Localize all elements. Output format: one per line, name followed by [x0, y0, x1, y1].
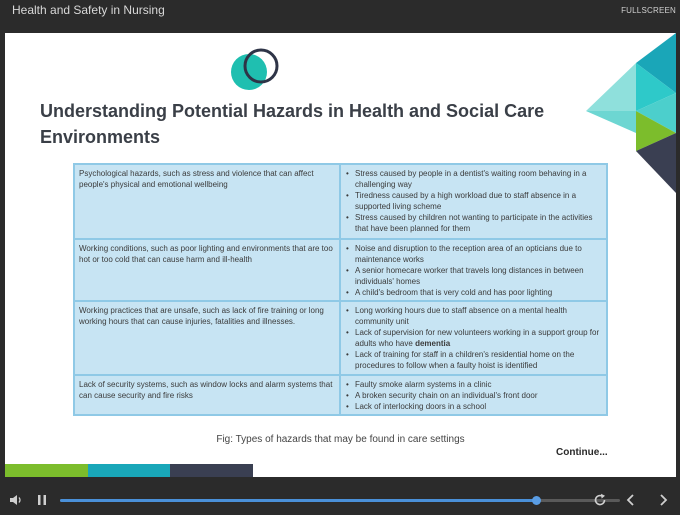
list-item: • Tiredness caused by a high workload due to staff absence in a supported living scheme [345, 190, 602, 212]
list-item: • Stress caused by people in a dentist's waiting room behaving in a challenging way [345, 168, 602, 190]
progress-handle[interactable] [532, 496, 541, 505]
list-item: • Noise and disruption to the reception area of an opticians due to maintenance works [345, 243, 602, 265]
figure-caption: Fig: Types of hazards that may be found in care settings [216, 434, 465, 445]
hazard-cause: Working practices that are unsafe, such as lack of fire training or long working hours that can cause injuries, fatalities and illnesses. [74, 301, 340, 375]
top-bar [0, 0, 680, 26]
list-item: • Long working hours due to staff absence on a mental health community unit [345, 305, 602, 327]
player-controls [0, 485, 680, 515]
pause-icon[interactable] [34, 492, 50, 508]
hazard-cause: Working conditions, such as poor lighting and environments that are too hot or too cold that can cause harm and ill-health [74, 239, 340, 301]
table-row [74, 301, 607, 375]
list-item: • A broken security chain on an individual's front door [345, 390, 602, 401]
slide [5, 33, 676, 477]
list-item: • Lack of training for staff in a children's residential home on the procedures to follow when a faulty hoist is identified [345, 349, 602, 371]
table-row [74, 239, 607, 301]
table-row [74, 375, 607, 415]
accent-strip-teal [88, 464, 170, 477]
accent-strip-green [5, 464, 88, 477]
progress-fill [60, 499, 536, 502]
list-item: • Stress caused by children not wanting to participate in the activities that have been planned for them [345, 212, 602, 234]
hazard-examples [340, 375, 607, 415]
course-title: Health and Safety in Nursing [12, 3, 165, 17]
next-icon[interactable] [655, 492, 671, 508]
hazard-table [73, 163, 608, 416]
list-item: • A child's bedroom that is very cold and has poor lighting [345, 287, 602, 298]
slide-heading: Understanding Potential Hazards in Health and Social Care Environments [40, 101, 545, 147]
previous-icon[interactable] [623, 492, 639, 508]
hazard-cause: Psychological hazards, such as stress and violence that can affect people's physical and emotional wellbeing [74, 164, 340, 239]
dementia-term: dementia [415, 339, 451, 348]
volume-icon[interactable] [8, 492, 24, 508]
hazard-examples [340, 239, 607, 301]
list-item: • Faulty smoke alarm systems in a clinic [345, 379, 602, 390]
table-row [74, 164, 607, 239]
hazard-examples [340, 301, 607, 375]
continue-button[interactable]: Continue... [556, 447, 608, 458]
fullscreen-button[interactable]: FULLSCREEN [621, 6, 676, 15]
list-item: • Lack of interlocking doors in a school [345, 401, 602, 412]
hazard-examples [340, 164, 607, 239]
logo-icon [229, 48, 281, 92]
list-item-text: Lack of supervision for new volunteers working in a support group for adults who have [355, 328, 600, 348]
list-item [345, 327, 602, 349]
accent-strip-navy [170, 464, 253, 477]
replay-icon[interactable] [592, 492, 608, 508]
progress-track[interactable] [60, 499, 620, 502]
list-item: • A senior homecare worker that travels long distances in between individuals' homes [345, 265, 602, 287]
hazard-cause: Lack of security systems, such as window locks and alarm systems that can cause security and fire risks [74, 375, 340, 415]
